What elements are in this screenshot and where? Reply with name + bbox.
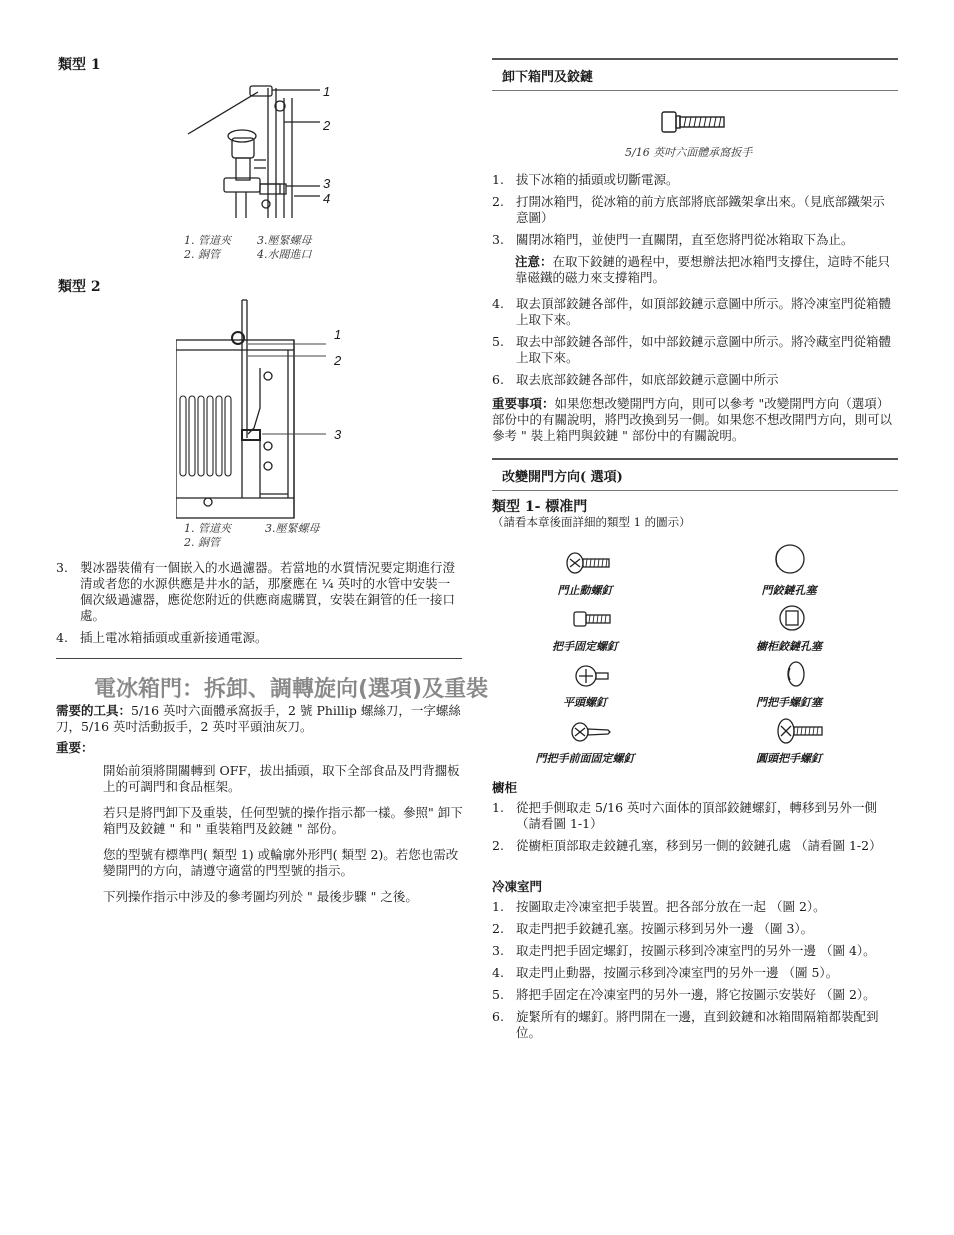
round-head-handle-screw-icon — [776, 717, 824, 745]
important-paragraph: 重要事項：如果您想改變開門方向，則可以參考 "改變開門方向（選項）部份中的有關說明，將門改換到另一側。如果您不想改開門方向，則可以參考 " 裝上箱門與鉸鏈 " 部份中的有關說明。 — [492, 396, 893, 443]
type2-heading: 類型 2 — [58, 279, 101, 295]
important-label: 重要： — [56, 740, 94, 755]
cabinet-heading: 櫥柜 — [492, 780, 518, 795]
type1-valve-diagram — [180, 78, 340, 228]
note-paragraph: 注意：在取下鉸鏈的過程中，要想辦法把冰箱門支撐住，這時不能只靠磁鐵的磁力來支撐箱門。 — [515, 254, 891, 285]
list-item: 5. 將把手固定在冷凍室門的另外一邊，將它按圖示安裝好 （圖 2）。 — [492, 987, 876, 1002]
flat-head-screw-icon — [574, 663, 610, 689]
list-item: 3. 製冰器裝備有一個嵌入的水過濾器。若當地的水質情況要定期進行澄清或者您的水源供應是井水的話，那麼應在 ¼ 英吋的水管中安裝一個次級過濾器，應從您附近的供應商處購買，安裝在銅管的任一接口處。 — [56, 560, 456, 623]
freezer-steps — [492, 899, 898, 1047]
type1-standard-title: 類型 1- 標准門 — [492, 499, 588, 515]
list-item: 2. 打開冰箱門，從冰箱的前方底部將底部鐵架拿出來。（見底部鐵架示意圖） — [492, 194, 885, 225]
cabinet-hinge-plug-icon — [774, 603, 810, 633]
list-item: 1. 拔下冰箱的插頭或切斷電源。 — [492, 172, 679, 187]
handle-screw-icon — [572, 610, 612, 628]
freezer-heading: 冷凍室門 — [492, 879, 543, 894]
type1-subtitle: （請看本章後面詳細的類型 1 的圖示） — [492, 515, 691, 529]
part-label: 門把手螺釘塞 — [756, 696, 822, 709]
type2-caption: 1. 管道夾 2. 銅管 3.壓緊螺母 — [184, 522, 320, 549]
tools-paragraph: 需要的工具：5/16 英吋六面體承窩扳手，2 號 Phillip 螺絲刀，一字螺絲刀，5/16 英吋活動扳手，2 英吋平頭油灰刀。 — [56, 703, 461, 734]
list-item: 2. 取走門把手鉸鏈孔塞。按圖示移到另外一邊 （圖 3）。 — [492, 921, 814, 936]
remove-steps-2 — [492, 296, 894, 394]
list-item: 6. 取去底部鉸鏈各部件，如底部鉸鏈示意圖中所示 — [492, 372, 779, 387]
list-item: 3. 取走門把手固定螺釘，按圖示移到冷凍室門的另外一邊 （圖 4）。 — [492, 943, 876, 958]
list-item: 4. 取去頂部鉸鏈各部件，如頂部鉸鏈示意圖中所示。將冷凍室門從箱體上取下來。 — [492, 296, 892, 327]
list-item: 4. 取走門止動器，按圖示移到冷凍室門的另外一邊 （圖 5）。 — [492, 965, 839, 980]
hinge-hole-plug-icon — [772, 541, 806, 577]
type1-heading: 類型 1 — [58, 57, 101, 73]
callout-3: 3 — [323, 176, 331, 191]
list-item: 5. 取去中部鉸鏈各部件，如中部鉸鏈示意圖中所示。將冷藏室門從箱體上取下來。 — [492, 334, 892, 365]
callout-1: 1 — [323, 84, 331, 99]
install-steps — [56, 560, 462, 652]
part-label: 平頭螺釘 — [563, 696, 607, 709]
section-divider — [56, 658, 462, 659]
type2-cabinet-diagram — [176, 298, 346, 520]
section-remove-doors: 卸下箱門及鉸鏈 — [492, 58, 898, 91]
important-notes: 開始前須將開關轉到 OFF，拔出插頭，取下全部食品及門背擱板上的可調門和食品框架。 若只是將門卸下及重裝，任何型號的操作指示都一樣。參照" 卸下箱門及鉸鏈 " 和 " 重裝箱門及鉸鏈 " 部份。 您的型號有標準門( 類型 1) 或輪廓外形門( 類型 2)。若您也需改變開門的方向，請遵守適當的門型號的指示。 下列操作指示中涉及的參考圖均列於 " 最後步驟 " 之後。 — [103, 763, 463, 904]
callout-4: 4 — [323, 191, 331, 206]
list-item: 3. 關閉冰箱門，並使門一直關閉，直至您將門從冰箱取下為止。 — [492, 232, 854, 247]
part-label: 門止動螺釘 — [557, 584, 613, 597]
callout-2: 2 — [323, 118, 331, 133]
wrench-caption: 5/16 英吋六面體承窩扳手 — [625, 146, 753, 159]
door-stop-screw-icon — [566, 551, 612, 575]
part-label: 門把手前面固定螺釘 — [535, 752, 635, 765]
remove-steps — [492, 172, 894, 254]
handle-screw-plug-icon — [784, 659, 808, 689]
hex-bolt-icon — [660, 108, 728, 136]
door-section-title: 電冰箱門：拆卸、調轉旋向(選項)及重裝 — [94, 677, 489, 702]
list-item: 1. 按圖取走冷凍室把手裝置。把各部分放在一起 （圖 2）。 — [492, 899, 826, 914]
part-label: 圓頭把手螺釘 — [756, 752, 822, 765]
part-label: 櫥柜鉸鏈孔塞 — [756, 640, 822, 653]
list-item: 6. 旋緊所有的螺釘。將門開在一邊，直到鉸鏈和冰箱間隔箱都裝配到位。 — [492, 1009, 879, 1040]
type1-caption: 1. 管道夾 2. 銅管 3.壓緊螺母 4.水閥進口 — [184, 234, 312, 261]
list-item: 2. 從櫥柜頂部取走鉸鏈孔塞，移到另一側的鉸鏈孔處 （請看圖 1-2） — [492, 838, 882, 853]
handle-front-screw-icon — [570, 721, 612, 743]
part-label: 把手固定螺釘 — [552, 640, 618, 653]
section-reverse-doors: 改變開門方向( 選項) — [492, 458, 898, 491]
callout-3: 3 — [334, 427, 342, 442]
part-label: 門鉸鏈孔塞 — [761, 584, 817, 597]
callout-1: 1 — [334, 327, 342, 342]
callout-2: 2 — [334, 353, 342, 368]
list-item: 1. 從把手側取走 5/16 英吋六面体的頂部鉸鏈螺釘，轉移到另外一側 （請看圖 1-1） — [492, 800, 878, 831]
cabinet-steps — [492, 800, 898, 860]
list-item: 4. 插上電冰箱插頭或重新接通電源。 — [56, 630, 268, 645]
